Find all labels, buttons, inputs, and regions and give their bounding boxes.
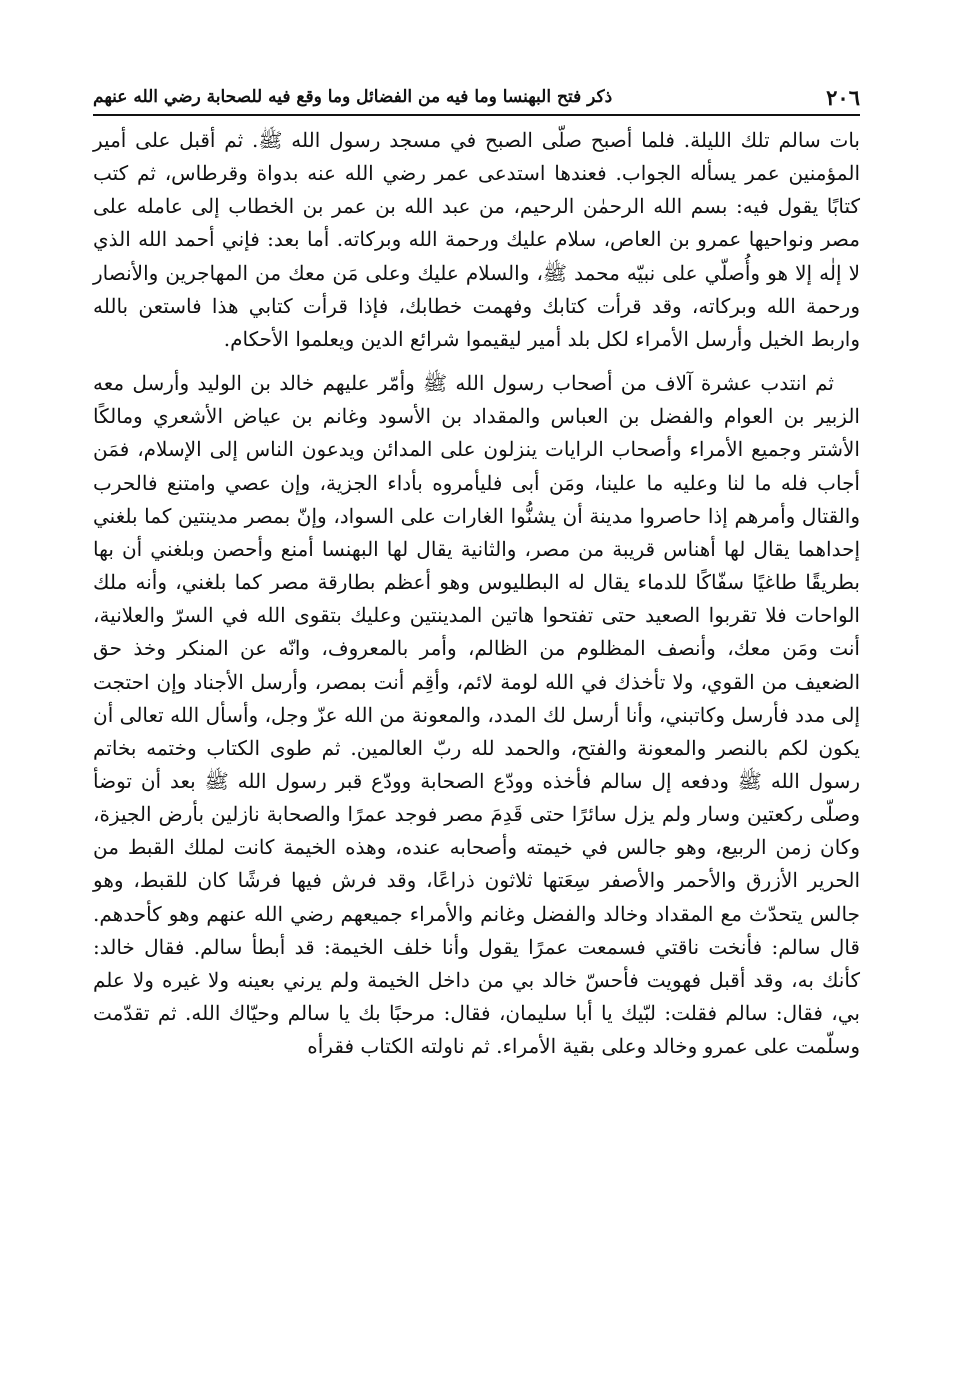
body-text — [93, 124, 860, 1063]
page-header — [93, 80, 860, 116]
paragraph: بات سالم تلك الليلة. فلما أصبح صلّى الصبح في مسجد رسول الله ﷺ. ثم أقبل على أمير المؤمنين عمر يسأله الجواب. فعندها استدعى عمر رضي الله عنه بدواة وقرطاس، ثم كتب كتابًا يقول فيه: بسم الله الرحمٰن الرحيم، من عبد الله بن عمر بن الخطاب إلى عامله على مصر ونواحيها عمرو بن العاص، سلام عليك ورحمة الله وبركاته. أما بعد: فإني أحمد الله الذي لا إلٰه إلا هو وأُصلّي على نبيّه محمد ﷺ، والسلام عليك وعلى مَن معك من المهاجرين والأنصار ورحمة الله وبركاته، وقد قرأت كتابك وفهمت خطابك، فإذا قرأت كتابي هذا فاستعن بالله واربط الخيل وأرسل الأمراء لكل بلد أمير ليقيموا شرائع الدين ويعلموا الأحكام. — [93, 128, 860, 351]
running-title: ذكر فتح البهنسا وما فيه من الفضائل وما وقع فيه للصحابة رضي الله عنهم — [93, 87, 613, 107]
paragraph: ثم انتدب عشرة آلاف من أصحاب رسول الله ﷺ وأمّر عليهم خالد بن الوليد وأرسل معه الزبير بن العوام والفضل بن العباس والمقداد بن الأسود وغانم بن عياض الأشعري ومالكًا الأشتر وجميع الأمراء وأصحاب الرايات ينزلون على المدائن ويدعون الناس إلى الإسلام، فمَن أجاب فله ما لنا وعليه ما علينا، ومَن أبى فليأمروه بأداء الجزية، وإن عصي وامتنع فالحرب والقتال وأمرهم إذا حاصروا مدينة أن يشنُّوا الغارات على السواد، وإنّ بمصر مدينتين كما بلغني إحداهما يقال لها أهناس قريبة من مصر، والثانية يقال لها البهنسا أمنع وأحصن وبلغني أن بها بطريقًا طاغيًا سفّاكًا للدماء يقال له البطليوس وهو أعظم بطارقة مصر كما بلغني، وأنه ملك الواحات فلا تقربوا الصعيد حتى تفتحوا هاتين المدينتين وعليك بتقوى الله في السرّ والعلانية، أنت ومَن معك، وأنصف المظلوم من الظالم، وأمر بالمعروف، وانّه عن المنكر وخذ حق الضعيف من القوي، ولا تأخذك في الله لومة لائم، وأقِم أنت بمصر، وأرسل الأجناد وإن احتجت إلى مدد فأرسل وكاتبني، وأنا أرسل لك المدد، والمعونة من الله عزّ وجل، وأسأل الله تعالى أن يكون لكم بالنصر والمعونة والفتح، والحمد لله ربّ العالمين. ثم طوى الكتاب وختمه بخاتم رسول الله ﷺ ودفعه إل سالم فأخذه وودّع الصحابة وودّع قبر رسول الله ﷺ بعد أن توضأ وصلّى ركعتين وسار ولم يزل سائرًا حتى قَدِمَ مصر فوجد عمرًا والصحابة نازلين بأرض الجيزة، وكان زمن الربيع، وهو جالس في خيمته وأصحابه عنده، وهذه الخيمة كانت لملك القبط من الحرير الأزرق والأحمر والأصفر سِعَتها ثلاثون ذراعًا، وقد فرش فيها فرشًا كان للقبط، وهو جالس يتحدّث مع المقداد وخالد والفضل وغانم والأمراء جميعهم رضي الله عنهم وهو كأحدهم. قال سالم: فأنخت ناقتي فسمعت عمرًا يقول وأنا خلف الخيمة: قد أبطأ سالم. فقال خالد: كأنك به، وقد أقبل فهويت فأحسّ خالد بي من داخل الخيمة ولم يرني بعينه ولا غيره ولا علم بي، فقال: سالم فقلت: لبّيك يا أبا سليمان، فقال: مرحبًا بك يا سالم وحيّاك الله. ثم تقدّمت وسلّمت على عمرو وخالد وعلى بقية الأمراء. ثم ناولته الكتاب فقرأه — [93, 371, 861, 1059]
page-number: ٢٠٦ — [826, 84, 860, 110]
